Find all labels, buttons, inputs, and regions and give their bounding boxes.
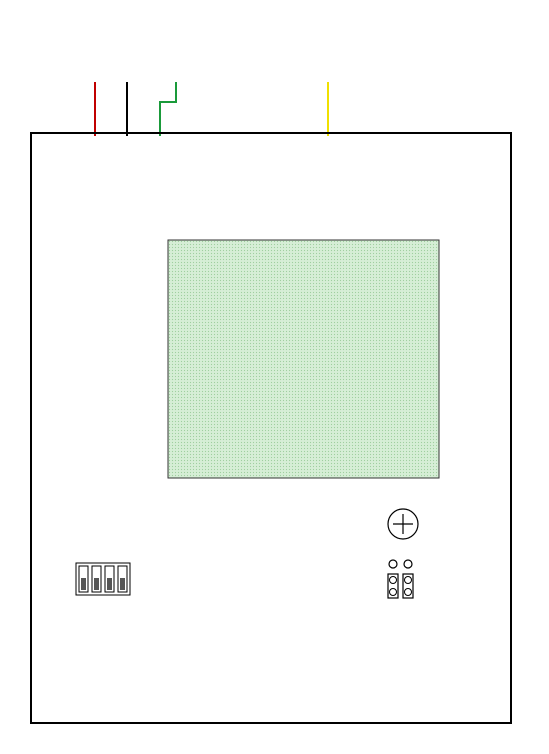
potentiometer-icon[interactable]	[388, 509, 418, 539]
microwave-module	[168, 240, 439, 478]
selftest-jumper[interactable]	[388, 560, 413, 598]
zone-wire	[160, 82, 176, 136]
dip-switch[interactable]	[76, 563, 130, 595]
